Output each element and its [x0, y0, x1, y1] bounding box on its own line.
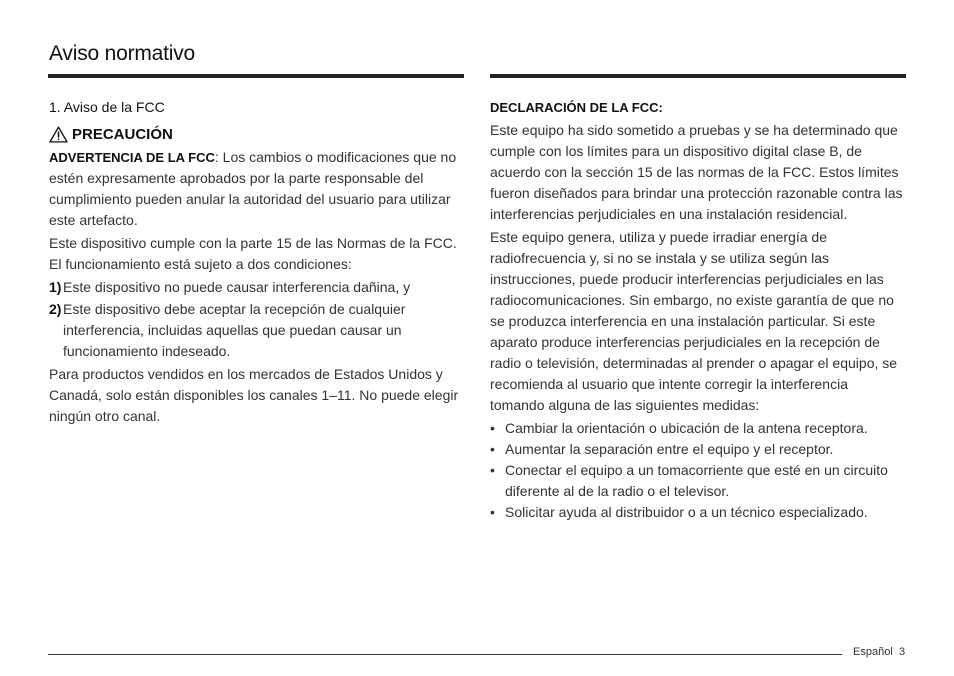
warning-triangle-icon	[49, 126, 68, 143]
condition-number: 1)	[49, 279, 62, 295]
measure-text: Conectar el equipo a un tomacorriente que esté en un circuito diferente al de la radio o el televisor.	[505, 462, 888, 499]
declaration-paragraph-1: Este equipo ha sido sometido a pruebas y se ha determinado que cumple con los límites para un dispositivo digital clase B, de acuerdo con la sección 15 de las normas de la FCC. Estos límites fueron diseñados para brindar una protección razonable contra las interferencias perjudiciales en una instalación residencial.	[490, 122, 903, 222]
channels-paragraph: Para productos vendidos en los mercados de Estados Unidos y Canadá, solo están disponibles los canales 1–11. No puede elegir ningún otro canal.	[49, 366, 459, 424]
caution-header	[49, 124, 467, 145]
left-column	[49, 97, 467, 429]
measure-text: Solicitar ayuda al distribuidor o a un técnico especializado.	[505, 504, 868, 520]
footer-language: Español	[853, 646, 893, 658]
conditions-list	[49, 277, 467, 362]
footer-rule	[48, 654, 842, 655]
measure-text: Cambiar la orientación o ubicación de la antena receptora.	[505, 420, 868, 436]
condition-number: 2)	[49, 301, 62, 317]
title-rule-right	[490, 74, 906, 78]
measures-list	[490, 418, 906, 523]
caution-label: PRECAUCIÓN	[72, 126, 173, 143]
measure-item	[490, 439, 906, 460]
page-number: 3	[899, 646, 906, 658]
section-heading: 1. Aviso de la FCC	[49, 99, 165, 115]
measure-item	[490, 418, 906, 439]
measure-text: Aumentar la separación entre el equipo y el receptor.	[505, 441, 834, 457]
bullet-icon: •	[490, 441, 495, 457]
compliance-paragraph: Este dispositivo cumple con la parte 15 de las Normas de la FCC. El funcionamiento está sujeto a dos condiciones:	[49, 235, 457, 272]
page-title: Aviso normativo	[49, 42, 196, 65]
fcc-warning-paragraph	[49, 147, 467, 231]
measure-item	[490, 502, 906, 523]
declaration-heading: DECLARACIÓN DE LA FCC:	[490, 100, 663, 115]
right-column	[490, 97, 906, 523]
condition-text: Este dispositivo debe aceptar la recepción de cualquier interferencia, incluidas aquellas que puedan causar un funcionamiento indeseado.	[63, 301, 406, 359]
condition-text: Este dispositivo no puede causar interferencia dañina, y	[63, 279, 411, 295]
condition-item	[49, 299, 467, 362]
bullet-icon: •	[490, 504, 495, 520]
condition-item	[49, 277, 467, 298]
fcc-warning-label: ADVERTENCIA DE LA FCC	[49, 150, 215, 165]
bullet-icon: •	[490, 462, 495, 478]
title-rule-left	[48, 74, 464, 78]
fcc-warning-text: : Los cambios o modificaciones que no estén expresamente aprobados por la parte responsable del cumplimiento pueden anular la autoridad del usuario para utilizar este artefacto.	[49, 149, 457, 228]
measure-item	[490, 460, 906, 502]
bullet-icon: •	[490, 420, 495, 436]
declaration-paragraph-2: Este equipo genera, utiliza y puede irradiar energía de radiofrecuencia y, si no se instala y se utiliza según las instrucciones, puede producir interferencias perjudiciales en las radiocomunicaciones. Sin embargo, no existe garantía de que no se produzca interferencia en una instalación particular. Si este aparato produce interferencias perjudiciales en la recepción de radio o televisión, determinadas al prender o apagar el equipo, se recomienda al usuario que intente corregir la interferencia tomando alguna de las siguientes medidas:	[490, 229, 898, 413]
